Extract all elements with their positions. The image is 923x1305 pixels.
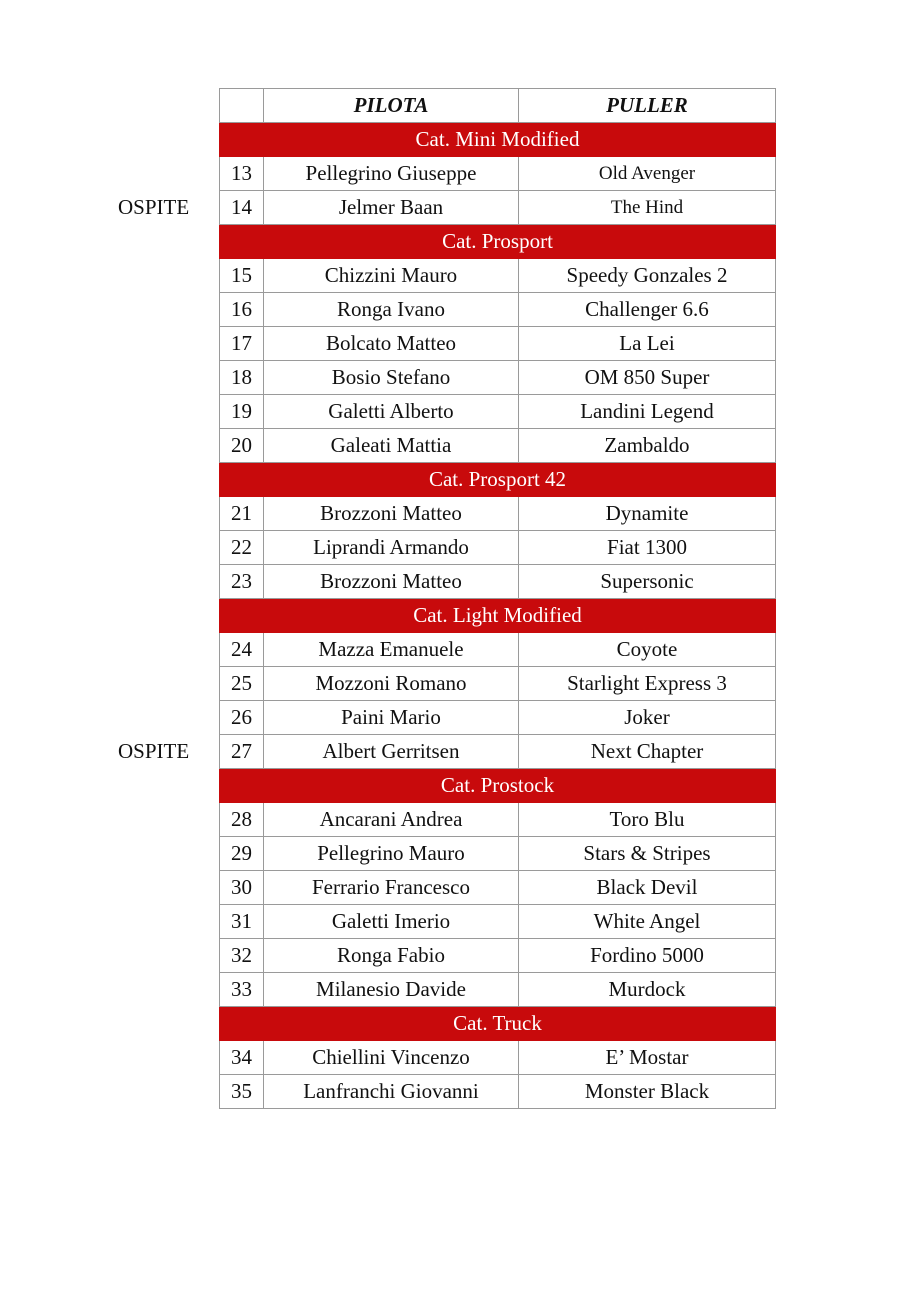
category-row: [220, 599, 776, 633]
guest-note: OSPITE: [118, 739, 190, 763]
entry-pilot: Albert Gerritsen: [264, 735, 519, 769]
entry-number: 24: [220, 633, 264, 667]
entry-puller: La Lei: [519, 327, 776, 361]
entry-pilot: Mozzoni Romano: [264, 667, 519, 701]
entry-puller: Monster Black: [519, 1075, 776, 1109]
entry-number: 34: [220, 1041, 264, 1075]
entry-pilot: Bosio Stefano: [264, 361, 519, 395]
entry-puller: Next Chapter: [519, 735, 776, 769]
header-pilot: PILOTA: [264, 89, 519, 123]
entry-pilot: Bolcato Matteo: [264, 327, 519, 361]
entry-row: [220, 361, 776, 395]
entry-pilot: Galetti Imerio: [264, 905, 519, 939]
category-title: Cat. Prosport: [220, 225, 776, 259]
entry-number: 21: [220, 497, 264, 531]
entry-puller: Speedy Gonzales 2: [519, 259, 776, 293]
entry-puller: E’ Mostar: [519, 1041, 776, 1075]
entry-row: [220, 735, 776, 769]
entry-number: 17: [220, 327, 264, 361]
entry-pilot: Ronga Fabio: [264, 939, 519, 973]
entry-puller: Coyote: [519, 633, 776, 667]
entry-row: [220, 293, 776, 327]
roster-table: [219, 88, 776, 1109]
entry-number: 14: [220, 191, 264, 225]
entry-pilot: Jelmer Baan: [264, 191, 519, 225]
entry-pilot: Pellegrino Giuseppe: [264, 157, 519, 191]
entry-puller: Challenger 6.6: [519, 293, 776, 327]
entry-puller: OM 850 Super: [519, 361, 776, 395]
entry-puller: White Angel: [519, 905, 776, 939]
entry-number: 25: [220, 667, 264, 701]
entry-number: 26: [220, 701, 264, 735]
entry-puller: Supersonic: [519, 565, 776, 599]
entry-row: [220, 1075, 776, 1109]
entry-row: [220, 565, 776, 599]
entry-pilot: Galeati Mattia: [264, 429, 519, 463]
entry-row: [220, 939, 776, 973]
entry-puller: Black Devil: [519, 871, 776, 905]
category-title: Cat. Mini Modified: [220, 123, 776, 157]
header-puller: PULLER: [519, 89, 776, 123]
category-row: [220, 225, 776, 259]
entry-number: 22: [220, 531, 264, 565]
header-row: [220, 89, 776, 123]
entry-pilot: Paini Mario: [264, 701, 519, 735]
category-row: [220, 463, 776, 497]
entry-row: [220, 701, 776, 735]
category-row: [220, 1007, 776, 1041]
entry-row: [220, 973, 776, 1007]
entry-row: [220, 395, 776, 429]
entry-pilot: Ronga Ivano: [264, 293, 519, 327]
entry-puller: Dynamite: [519, 497, 776, 531]
entry-puller: Murdock: [519, 973, 776, 1007]
entry-number: 16: [220, 293, 264, 327]
entry-number: 28: [220, 803, 264, 837]
entry-puller: Stars & Stripes: [519, 837, 776, 871]
entry-puller: The Hind: [519, 191, 776, 225]
entry-puller: Fiat 1300: [519, 531, 776, 565]
entry-row: [220, 837, 776, 871]
entry-row: [220, 803, 776, 837]
entry-row: [220, 497, 776, 531]
entry-row: [220, 191, 776, 225]
entry-pilot: Lanfranchi Giovanni: [264, 1075, 519, 1109]
entry-number: 32: [220, 939, 264, 973]
entry-row: [220, 633, 776, 667]
category-row: [220, 123, 776, 157]
header-number: [220, 89, 264, 123]
entry-number: 35: [220, 1075, 264, 1109]
category-title: Cat. Light Modified: [220, 599, 776, 633]
category-row: [220, 769, 776, 803]
entry-number: 33: [220, 973, 264, 1007]
entry-number: 29: [220, 837, 264, 871]
entry-row: [220, 259, 776, 293]
category-title: Cat. Truck: [220, 1007, 776, 1041]
entry-pilot: Brozzoni Matteo: [264, 565, 519, 599]
entry-puller: Joker: [519, 701, 776, 735]
entry-puller: Old Avenger: [519, 157, 776, 191]
category-title: Cat. Prostock: [220, 769, 776, 803]
entry-number: 23: [220, 565, 264, 599]
entry-pilot: Ferrario Francesco: [264, 871, 519, 905]
entry-pilot: Chiellini Vincenzo: [264, 1041, 519, 1075]
entry-number: 31: [220, 905, 264, 939]
entry-pilot: Brozzoni Matteo: [264, 497, 519, 531]
entry-row: [220, 531, 776, 565]
entry-row: [220, 157, 776, 191]
entry-number: 30: [220, 871, 264, 905]
entry-pilot: Pellegrino Mauro: [264, 837, 519, 871]
entry-row: [220, 1041, 776, 1075]
entry-puller: Starlight Express 3: [519, 667, 776, 701]
entry-row: [220, 871, 776, 905]
entry-row: [220, 327, 776, 361]
entry-pilot: Milanesio Davide: [264, 973, 519, 1007]
guest-note: OSPITE: [118, 195, 190, 219]
entry-pilot: Chizzini Mauro: [264, 259, 519, 293]
entry-pilot: Liprandi Armando: [264, 531, 519, 565]
entry-pilot: Ancarani Andrea: [264, 803, 519, 837]
entry-pilot: Galetti Alberto: [264, 395, 519, 429]
entry-number: 20: [220, 429, 264, 463]
entry-row: [220, 667, 776, 701]
entry-number: 18: [220, 361, 264, 395]
entry-number: 15: [220, 259, 264, 293]
entry-row: [220, 429, 776, 463]
category-title: Cat. Prosport 42: [220, 463, 776, 497]
entry-number: 13: [220, 157, 264, 191]
entry-puller: Landini Legend: [519, 395, 776, 429]
entry-pilot: Mazza Emanuele: [264, 633, 519, 667]
entry-number: 27: [220, 735, 264, 769]
entry-puller: Toro Blu: [519, 803, 776, 837]
entry-number: 19: [220, 395, 264, 429]
entry-row: [220, 905, 776, 939]
entry-puller: Fordino 5000: [519, 939, 776, 973]
entry-puller: Zambaldo: [519, 429, 776, 463]
